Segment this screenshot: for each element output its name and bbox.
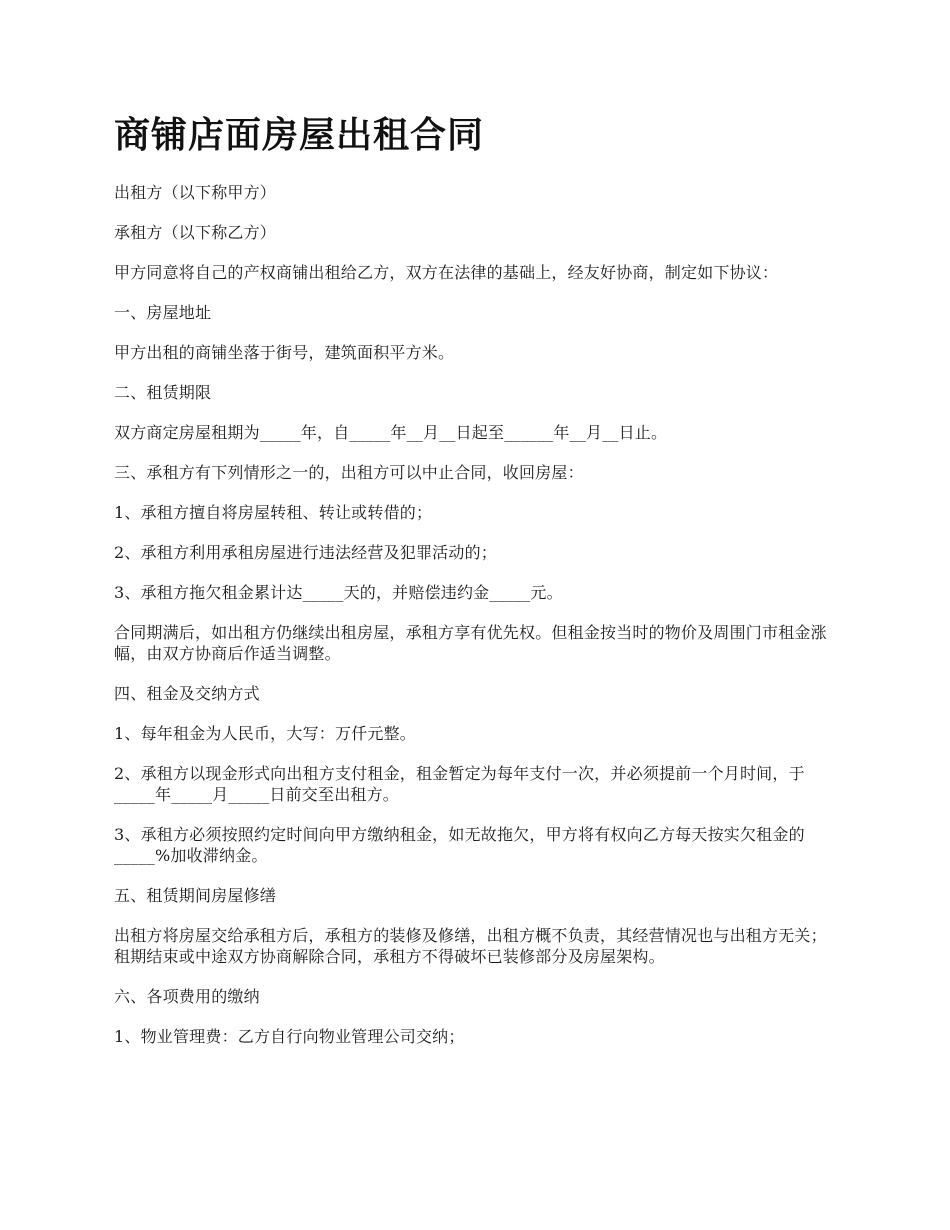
document-title: 商铺店面房屋出租合同 (114, 115, 485, 156)
agreement-intro: 甲方同意将自己的产权商铺出租给乙方，双方在法律的基础上，经友好协商，制定如下协议： (114, 263, 779, 282)
section-heading-address: 一、房屋地址 (114, 303, 212, 322)
section-heading-rent: 四、租金及交纳方式 (114, 684, 260, 703)
rent-item-1: 1、每年租金为人民币，大写：万仟元整。 (114, 724, 416, 743)
party-b-line: 承租方（以下称乙方） (114, 223, 277, 242)
document-body (114, 112, 839, 1066)
term-clause: 双方商定房屋租期为_____年，自_____年__月__日起至______年__月__日止。 (114, 423, 668, 442)
section-heading-fees: 六、各项费用的缴纳 (114, 987, 260, 1006)
section-heading-termination: 三、承租方有下列情形之一的，出租方可以中止合同，收回房屋： (114, 463, 584, 482)
renewal-clause: 合同期满后，如出租方仍继续出租房屋，承租方享有优先权。但租金按当时的物价及周围门市租金涨幅，由双方协商后作适当调整。 (114, 623, 827, 663)
party-a-line: 出租方（以下称甲方） (114, 183, 277, 202)
termination-item-2: 2、承租方利用承租房屋进行违法经营及犯罪活动的； (114, 543, 497, 562)
fees-item-1: 1、物业管理费：乙方自行向物业管理公司交纳； (114, 1027, 465, 1046)
address-clause: 甲方出租的商铺坐落于街号，建筑面积平方米。 (114, 343, 455, 362)
rent-item-3: 3、承租方必须按照约定时间向甲方缴纳租金，如无故拖欠，甲方将有权向乙方每天按实欠租金的_____%加收滞纳金。 (114, 825, 805, 865)
section-heading-repairs: 五、租赁期间房屋修缮 (114, 886, 277, 905)
section-heading-term: 二、租赁期限 (114, 383, 212, 402)
termination-item-3: 3、承租方拖欠租金累计达_____天的，并赔偿违约金_____元。 (114, 583, 563, 602)
repairs-clause: 出租方将房屋交给承租方后，承租方的装修及修缮，出租方概不负责，其经营情况也与出租方无关；租期结束或中途双方协商解除合同，承租方不得破坏已装修部分及房屋架构。 (114, 926, 827, 966)
termination-item-1: 1、承租方擅自将房屋转租、转让或转借的； (114, 503, 433, 522)
rent-item-2: 2、承租方以现金形式向出租方支付租金，租金暂定为每年支付一次，并必须提前一个月时间，于_____年_____月_____日前交至出租方。 (114, 764, 805, 804)
